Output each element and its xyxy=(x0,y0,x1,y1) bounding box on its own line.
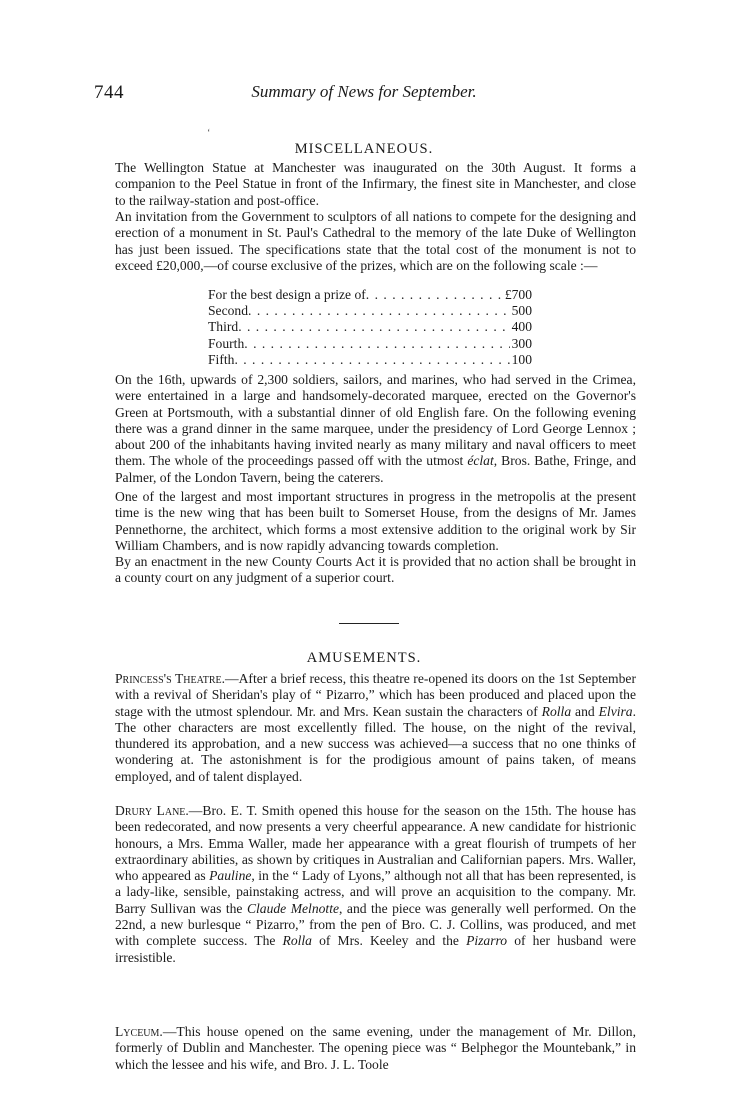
text-run: On the 16th, upwards of 2,300 soldiers, sailors, and marines, who had served in the Crimea, were entertained in a large and handsomely-decorated marquee, erected on the Governor's Green at Portsmouth, with a substantial dinner of old English fare. On the following evening there was a grand dinner in the same marquee, under the presidency of Lord George Lennox ; about 200 of the inhabitants having invited nearly as many military and naval officers to meet them. The whole of the proceedings passed off with the utmost xyxy=(115,372,636,469)
ink-speck: ‘ xyxy=(207,128,211,139)
text-run: —Bro. E. T. Smith opened this house for the season on the 15th. The house has been redecorated, and now presents a very cheerful appearance. A new candidate for histrionic honours, a Mrs. Emma Waller, made her appearance with a great flourish of trumpets of her extraordinary abilities, as shown by critiques in Australian and Californian papers. Mrs. Waller, who appeared as xyxy=(115,803,636,884)
prize-amount: 100 xyxy=(511,351,532,367)
paragraph-text xyxy=(115,372,636,486)
paragraph-text: The Wellington Statue at Manchester was inaugurated on the 30th August. It forms a companion to the Peel Statue in front of the Infirmary, the finest site in Manchester, and close to the railway-station and post-office. xyxy=(115,160,636,208)
text-run: of Mrs. Keeley and the xyxy=(311,933,467,949)
text-run: —After a brief recess, this theatre re-opened its doors on the 1st September with a revival of Sheridan's play of “ Pizarro,” which has been produced and placed upon the stage with the utmost splendour. Mr. and Mrs. Kean sustain the characters of xyxy=(115,671,636,719)
text-run: and xyxy=(571,703,599,719)
paragraph-princess-theatre xyxy=(115,671,636,785)
prize-row xyxy=(208,336,532,352)
prize-amount: 500 xyxy=(511,303,532,319)
prize-label: For the best design a prize of xyxy=(208,287,366,302)
paragraph-text xyxy=(115,803,636,966)
paragraph-text xyxy=(115,671,636,785)
prize-amount: 300 xyxy=(511,335,532,351)
prize-row xyxy=(208,319,532,335)
prize-row xyxy=(208,287,532,303)
prize-label: Fifth xyxy=(208,351,235,367)
italic-text: Pauline xyxy=(209,868,252,884)
section-heading-miscellaneous: MISCELLANEOUS. xyxy=(294,141,434,157)
text-run: of her husband were irresistible. xyxy=(115,933,636,965)
leader-dots xyxy=(366,287,503,303)
paragraph-wellington-statue xyxy=(115,160,636,209)
italic-text: Pizarro xyxy=(466,933,508,949)
running-title: Summary of News for September. xyxy=(251,82,477,101)
paragraph-text xyxy=(115,1024,636,1073)
italic-text: Claude Melnotte xyxy=(246,900,340,916)
paragraph-monument-competition xyxy=(115,209,636,274)
leader-dots xyxy=(238,319,509,335)
italic-text: éclat xyxy=(467,453,494,469)
prize-amount: £700 xyxy=(504,287,532,302)
leader-dots xyxy=(234,352,509,368)
text-run: —This house opened on the same evening, under the management of Mr. Dillon, formerly of Dublin and Manchester. The opening piece was “ Belphegor the Mountebank,” in which the lessee and his wife, and Bro. J. L. Toole xyxy=(115,1024,636,1072)
paragraph-somerset-house xyxy=(115,489,636,554)
theatre-name: Lyceum. xyxy=(115,1024,163,1039)
text-run: , in the “ Lady of Lyons,” although not all that has been represented, is a lady-like, sensible, painstaking actress, and will prove an acquisition to the company. Mr. Barry Sullivan was the xyxy=(115,868,636,916)
italic-text: Rolla xyxy=(282,933,312,949)
paragraph-lyceum xyxy=(115,1024,636,1073)
paragraph-text: By an enactment in the new County Courts Act it is provided that no action shall be brought in a county court on any judgment of a superior court. xyxy=(115,554,636,586)
theatre-name: Princess's Theatre. xyxy=(115,671,225,686)
prize-row xyxy=(208,352,532,368)
section-divider xyxy=(339,623,399,624)
paragraph-crimea-dinner xyxy=(115,372,636,486)
prize-label: Fourth xyxy=(208,335,245,351)
paragraph-county-courts xyxy=(115,554,636,587)
prize-label: Second xyxy=(208,303,249,319)
page-header xyxy=(94,82,634,106)
prize-row xyxy=(208,303,532,319)
text-run: . The other characters are most excellently filled. The house, on the night of the revival, thundered its approbation, and a new success was achieved—a success that no one thinks of wondering at. The astonishment is for the prodigious amount of pains taken, of means employed, and of talent displayed. xyxy=(115,703,636,784)
leader-dots xyxy=(244,336,509,352)
italic-text: Elvira xyxy=(598,703,633,719)
theatre-name: Drury Lane. xyxy=(115,803,189,818)
prize-scale-table xyxy=(208,287,532,368)
prize-amount: 400 xyxy=(511,319,532,335)
text-run: , and the piece was generally well performed. On the 22nd, a new burlesque “ Pizarro,” from the pen of Bro. C. J. Collins, was produced, and met with complete success. The xyxy=(115,900,637,949)
paragraph-drury-lane xyxy=(115,803,636,966)
italic-text: Rolla xyxy=(541,703,572,719)
section-heading-amusements: AMUSEMENTS. xyxy=(306,650,422,666)
text-run: , Bros. Bathe, Fringe, and Palmer, of the London Tavern, being the caterers. xyxy=(115,453,636,485)
paragraph-text: One of the largest and most important structures in progress in the metropolis at the present time is the new wing that has been built to Somerset House, from the designs of Mr. James Pennethorne, the architect, which forms a most extensive addition to the original work by Sir William Chambers, and is now rapidly advancing towards completion. xyxy=(115,489,636,553)
prize-label: Third xyxy=(208,319,239,335)
page-number: 744 xyxy=(94,82,124,103)
paragraph-text: An invitation from the Government to sculptors of all nations to compete for the designing and erection of a monument in St. Paul's Cathedral to the memory of the late Duke of Wellington has just been issued. The specifications state that the total cost of the monument is not to exceed £20,000,—of course exclusive of the prizes, which are on the following scale :— xyxy=(115,209,636,273)
leader-dots xyxy=(248,303,510,319)
